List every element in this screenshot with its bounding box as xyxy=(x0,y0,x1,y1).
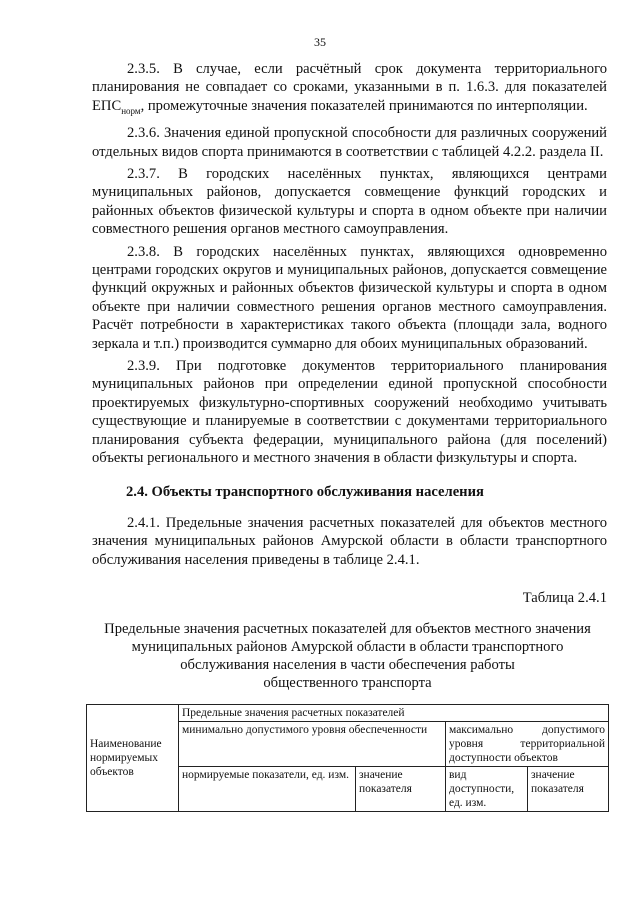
table-title-line: общественного транспорта xyxy=(263,675,432,691)
table-title-line: муниципальных районов Амурской области в области транспортного xyxy=(131,639,564,655)
paragraph-2-3-9: 2.3.9. При подготовке документов территориального планирования муниципальных районов при определении единой пропускной способности проектируемых физкультурно-спортивных сооружений необходимо учитывать существующие и планируемые в соответствии с документами территориального планирования субъекта федерации, муниципального района (для поселений) объекты регионального и местного значения в области физкультуры и спорта. xyxy=(92,358,607,467)
section-heading-2-4: 2.4. Объекты транспортного обслуживания населения xyxy=(126,484,484,500)
paragraph-2-3-7: 2.3.7. В городских населённых пунктах, являющихся центрами муниципальных районов, допускается совмещение функций городских и районных объектов физической культуры и спорта в одном объекте при наличии совместного решения органов местного самоуправления. xyxy=(92,165,607,238)
header-accessibility-type: вид доступности, ед. изм. xyxy=(446,767,528,812)
header-indicator-value: значение показателя xyxy=(356,767,446,812)
table-2-4-1 xyxy=(86,704,609,812)
paragraph-2-3-5: 2.3.5. В случае, если расчётный срок документа территориального планирования не совпадает со сроками, указанными в п. 1.6.3. для показателей $ЕПС_{норм}$, промежуточные значения показателей принимаются по интерполяции. xyxy=(92,61,607,116)
header-min-provision: минимально допустимого уровня обеспеченности xyxy=(179,722,446,767)
header-limit-values: Предельные значения расчетных показателей xyxy=(179,705,609,722)
paragraph-2-3-8: 2.3.8. В городских населённых пунктах, являющихся одновременно центрами городских округов и муниципальных районов, допускается совмещение функций окружных и районных объектов физической культуры и спорта в одном объекте при наличии совместного решения органов местного самоуправления. Расчёт потребности в характеристиках такого объекта (площади зала, водного зеркала и т.п.) производится суммарно для обоих муниципальных образований. xyxy=(92,243,607,352)
table-reference: Таблица 2.4.1 xyxy=(522,590,607,606)
header-object-name: Наименование нормируемых объектов xyxy=(87,705,179,812)
body-text-section-23 xyxy=(92,60,607,467)
paragraph-2-4-1: 2.4.1. Предельные значения расчетных показателей для объектов местного значения муниципальных районов Амурской области в области транспортного обслуживания населения приведены в таблице 2.4.1. xyxy=(92,515,607,568)
header-normed-indicators: нормируемые показатели, ед. изм. xyxy=(179,767,356,812)
header-max-accessibility: максимально допустимого уровня территориальной доступности объектов xyxy=(446,722,609,767)
body-text-section-24 xyxy=(92,514,607,569)
table-title-line: Предельные значения расчетных показателей для объектов местного значения xyxy=(104,621,591,637)
header-indicator-value-2: значение показателя xyxy=(528,767,609,812)
table-title xyxy=(80,620,615,692)
table-title-line: обслуживания населения в части обеспечения работы xyxy=(180,657,515,673)
page-number: 35 xyxy=(314,35,326,49)
paragraph-2-3-6: 2.3.6. Значения единой пропускной способности для различных сооружений отдельных видов спорта принимаются в соответствии с таблицей 4.2.2. раздела II. xyxy=(92,125,607,160)
